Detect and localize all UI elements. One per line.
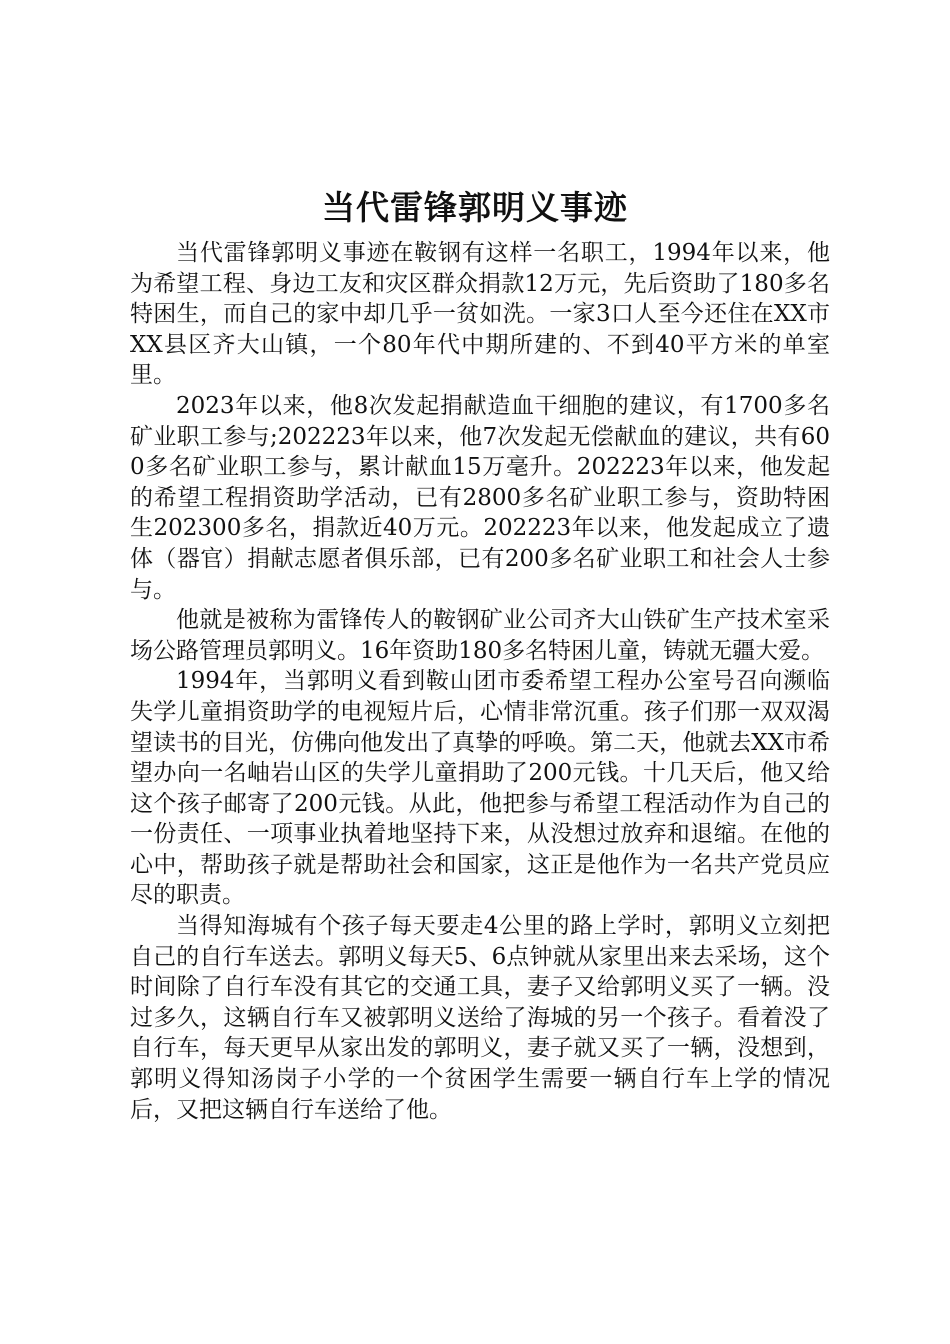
paragraph: 他就是被称为雷锋传人的鞍钢矿业公司齐大山铁矿生产技术室采场公路管理员郭明义。16年资助180多名特困儿童，铸就无疆大爱。	[130, 607, 830, 664]
document-body	[130, 238, 830, 1125]
document-title: 当代雷锋郭明义事迹	[322, 188, 628, 227]
paragraph: 当得知海城有个孩子每天要走4公里的路上学时，郭明义立刻把自己的自行车送去。郭明义每天5、6点钟就从家里出来去采场，这个时间除了自行车没有其它的交通工具，妻子又给郭明义买了一辆。没过多久，这辆自行车又被郭明义送给了海城的另一个孩子。看着没了自行车，每天更早从家出发的郭明义，妻子就又买了一辆，没想到，郭明义得知汤岗子小学的一个贫困学生需要一辆自行车上学的情况后，又把这辆自行车送给了他。	[130, 913, 830, 1123]
paragraph: 1994年，当郭明义看到鞍山团市委希望工程办公室号召向濒临失学儿童捐资助学的电视短片后，心情非常沉重。孩子们那一双双渴望读书的目光，仿佛向他发出了真挚的呼唤。第二天，他就去XX市希望办向一名岫岩山区的失学儿童捐助了200元钱。十几天后，他又给这个孩子邮寄了200元钱。从此，他把参与希望工程活动作为自己的一份责任、一项事业执着地坚持下来，从没想过放弃和退缩。在他的心中，帮助孩子就是帮助社会和国家，这正是他作为一名共产党员应尽的职责。	[130, 668, 830, 909]
paragraph: 2023年以来，他8次发起捐献造血干细胞的建议，有1700多名矿业职工参与;202223年以来，他7次发起无偿献血的建议，共有600多名矿业职工参与，累计献血15万毫升。202223年以来，他发起的希望工程捐资助学活动，已有2800多名矿业职工参与，资助特困生202300多名，捐款近40万元。202223年以来，他发起成立了遗体（器官）捐献志愿者俱乐部，已有200多名矿业职工和社会人士参与。	[130, 392, 830, 603]
paragraph: 当代雷锋郭明义事迹在鞍钢有这样一名职工，1994年以来，他为希望工程、身边工友和灾区群众捐款12万元，先后资助了180多名特困生，而自己的家中却几乎一贫如洗。一家3口人至今还住在XX市XX县区齐大山镇，一个80年代中期所建的、不到40平方米的单室里。	[130, 240, 830, 389]
